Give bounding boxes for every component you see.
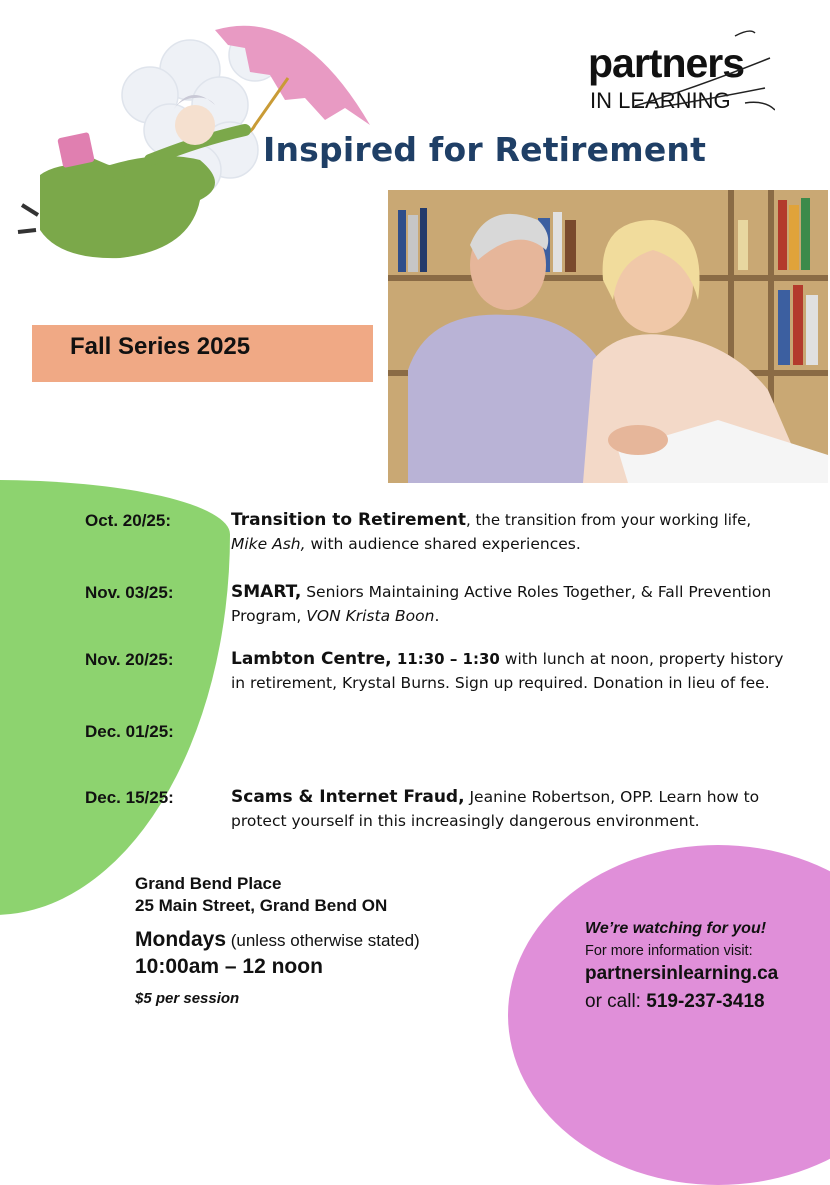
feather-icon (625, 28, 775, 118)
page-title: Inspired for Retirement (263, 130, 707, 169)
event-text: , the transition from your working life, (465, 511, 752, 529)
logo-text-in-learning: IN LEARNING (590, 88, 731, 113)
lady-figure (18, 95, 245, 258)
event-date: Dec. 01/25: (85, 722, 174, 741)
event-date: Dec. 15/25: (85, 788, 174, 807)
event-text: Seniors Maintaining Active Roles Together, & Fall Prevention Program, (231, 583, 772, 625)
event-title: Transition to Retirement (231, 510, 466, 530)
venue-day-label: Mondays (135, 928, 227, 951)
contact-tagline: We’re watching for you! (585, 920, 767, 937)
pink-decorative-circle (508, 845, 830, 1185)
event-title: Scams & Internet Fraud, (231, 787, 465, 807)
event-description (231, 509, 791, 556)
contact-phone (585, 991, 765, 1013)
event-speaker: Mike Ash, (231, 534, 306, 553)
contact-call-label: or call: (585, 991, 647, 1012)
event-text: Jeanine Robertson, OPP. Learn how to protect yourself in this increasingly dangerous environment. (231, 788, 760, 830)
event-date: Nov. 20/25: (85, 650, 174, 669)
event-text: . (434, 606, 440, 625)
event-speaker: VON Krista Boon (306, 606, 435, 625)
seniors-reading-photo (388, 190, 828, 483)
logo-text-partners: partners (588, 40, 745, 86)
partners-in-learning-logo (585, 38, 775, 128)
event-title: Lambton Centre, (231, 649, 392, 669)
venue-address: 25 Main Street, Grand Bend ON (135, 896, 388, 915)
venue-name: Grand Bend Place (135, 874, 282, 893)
venue-time: 10:00am – 12 noon (135, 955, 323, 978)
venue-day (135, 928, 420, 952)
event-date: Oct. 20/25: (85, 511, 171, 530)
venue-fee: $5 per session (135, 990, 240, 1007)
event-text: with audience shared experiences. (305, 534, 581, 553)
event-text: with lunch at noon, property history in retirement, Krystal Burns. Sign up required. Donation in lieu of fee. (231, 650, 784, 692)
series-label: Fall Series 2025 (70, 333, 251, 360)
event-title: SMART, (231, 582, 302, 602)
event-description (231, 648, 791, 695)
event-description (231, 581, 791, 628)
contact-info: For more information visit: (585, 943, 753, 959)
venue-day-note: (unless otherwise stated) (226, 931, 420, 950)
green-decorative-shape (0, 480, 230, 915)
event-time: 11:30 – 1:30 (391, 650, 500, 668)
contact-website-link[interactable]: partnersinlearning.ca (585, 963, 779, 984)
event-date: Nov. 03/25: (85, 583, 174, 602)
contact-phone-number[interactable]: 519-237-3418 (646, 991, 765, 1012)
event-description (231, 786, 791, 833)
